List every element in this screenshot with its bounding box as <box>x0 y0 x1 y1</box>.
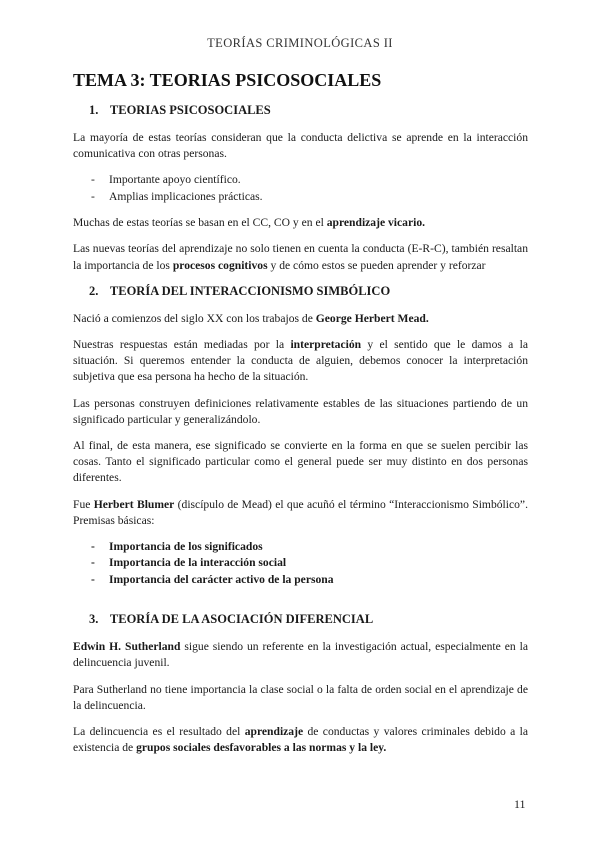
bullet-marker: - <box>91 540 95 554</box>
bullet-marker: - <box>91 556 95 570</box>
section-number: 2. <box>89 283 99 298</box>
list-item: - Importante apoyo científico. <box>91 172 528 188</box>
paragraph: La mayoría de estas teorías consideran que la conducta delictiva se aprende en la interacción comunicativa con otras personas. <box>73 131 528 161</box>
section-title: TEORÍA DE LA ASOCIACIÓN DIFERENCIAL <box>109 612 374 627</box>
emphasis: Edwin H. Sutherland <box>73 640 181 654</box>
spacer <box>73 598 528 612</box>
paragraph: Al final, de esta manera, ese significado se convierte en la forma en que se suelen percibir las cosas. Tanto el significado particular como el general puede ser muy distinto en dos personas diferentes. <box>73 439 528 485</box>
bullet-marker: - <box>91 572 95 586</box>
page-content <box>73 70 528 767</box>
section-3-heading <box>73 612 528 627</box>
paragraph: Fue Herbert Blumer (discípulo de Mead) el que acuñó el término “Interaccionismo Simbólico”. Premisas básicas: <box>73 497 528 527</box>
emphasis: George Herbert Mead. <box>315 311 429 325</box>
list-item: - Importancia del carácter activo de la persona <box>91 572 528 588</box>
bullet-marker: - <box>91 173 95 187</box>
emphasis: Herbert Blumer <box>93 497 175 511</box>
emphasis: interpretación <box>290 338 362 352</box>
emphasis: aprendizaje <box>244 725 304 739</box>
chapter-title: TEMA 3: TEORIAS PSICOSOCIALES <box>73 70 382 90</box>
paragraph: Nació a comienzos del siglo XX con los trabajos de George Herbert Mead. <box>73 311 429 325</box>
list-item: - Amplias implicaciones prácticas. <box>91 189 528 205</box>
bullet-marker: - <box>91 189 95 203</box>
paragraph: Las personas construyen definiciones relativamente estables de las situaciones partiendo de un significado particular y generalizándolo. <box>73 396 528 426</box>
emphasis: aprendizaje vicario. <box>326 216 426 230</box>
emphasis: procesos cognitivos <box>172 258 268 272</box>
list-item: - Importancia de los significados <box>91 539 528 555</box>
page-number: 11 <box>514 797 526 811</box>
section-number: 1. <box>89 103 99 117</box>
section-title: TEORIAS PSICOSOCIALES <box>109 103 271 117</box>
section-2-heading <box>73 284 528 299</box>
paragraph: La delincuencia es el resultado del aprendizaje de conductas y valores criminales debido a la existencia de grupos sociales desfavorables a las normas y la ley. <box>73 725 529 755</box>
emphasis: grupos sociales desfavorables a las normas y la ley. <box>136 741 387 755</box>
paragraph: Las nuevas teorías del aprendizaje no solo tienen en cuenta la conducta (E-R-C), también resaltan la importancia de los procesos cognitivos y de cómo estos se pueden aprender y reforzar <box>73 242 528 272</box>
section-title: TEORÍA DEL INTERACCIONISMO SIMBÓLICO <box>109 283 391 298</box>
bullet-list <box>73 172 528 205</box>
paragraph: Edwin H. Sutherland sigue siendo un referente en la investigación actual, especialmente en la delincuencia juvenil. <box>73 640 528 670</box>
paragraph: Para Sutherland no tiene importancia la clase social o la falta de orden social en el aprendizaje de la delincuencia. <box>73 682 528 712</box>
list-item: - Importancia de la interacción social <box>91 555 528 571</box>
running-header: TEORÍAS CRIMINOLÓGICAS II <box>207 36 393 50</box>
paragraph: Nuestras respuestas están mediadas por la interpretación y el sentido que le damos a la situación. Si queremos entender la conducta de alguien, debemos conocer la interpretación subjetiva que esa persona ha hecho de la situación. <box>73 338 528 384</box>
section-1-heading <box>73 103 528 118</box>
bullet-list <box>73 539 528 588</box>
section-number: 3. <box>89 612 99 627</box>
paragraph: Muchas de estas teorías se basan en el CC, CO y en el aprendizaje vicario. <box>73 216 426 230</box>
